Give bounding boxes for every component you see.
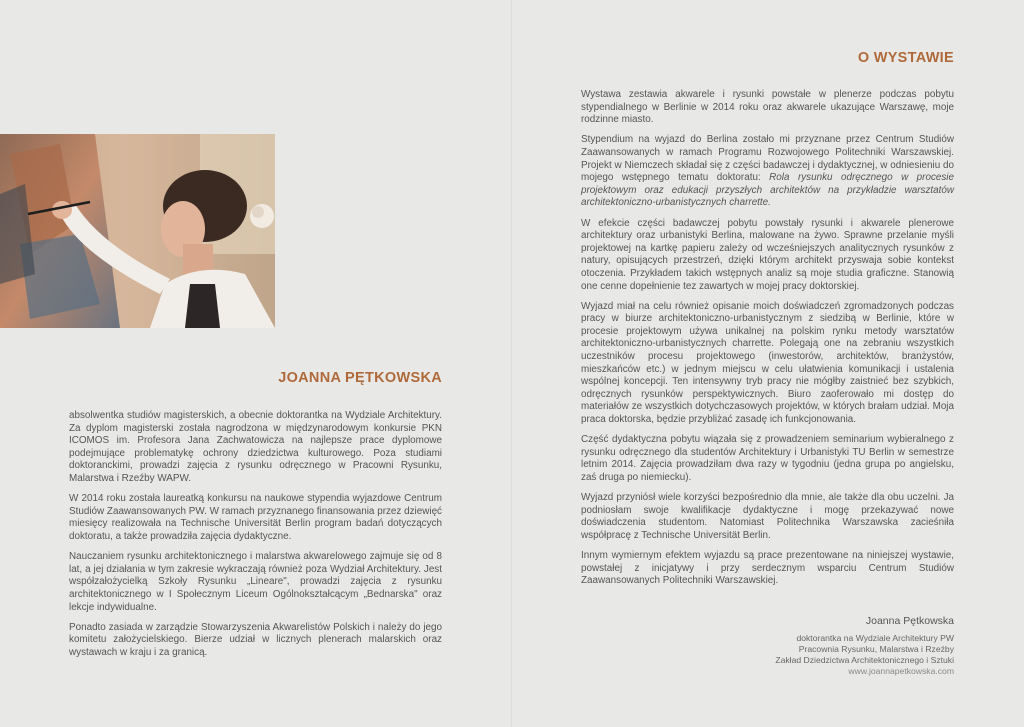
about-paragraph: Część dydaktyczna pobytu wiązała się z prowadzeniem seminarium wybieralnego z rysunku odręcznego dla studentów Architektury i Urbanistyki TU Berlin w semestrze letnim 2014. Zajęcia prowadziłam dwa razy w tygodniu (jedna grupa po angielsku, zaś druga po niemiecku). (581, 434, 954, 483)
about-paragraph: Wyjazd miał na celu również opisanie moich doświadczeń zgromadzonych podczas pracy w biurze architektoniczno-urbanistycznym z siedzibą w Berlinie, które w procesie projektowym używa unikalnej na polskim rynku metody warsztatów architektoniczno-urbanistycznych charrette. Polegają one na zebraniu wszystkich uczestników procesu projektowego (inwestorów, architektów, branżystów, mieszkańców etc.) w jednym miejscu w celu ułatwienia komunikacji i ustalenia wspólnej koncepcji. Ten intensywny tryb pracy nie mógłby zaistnieć bez szybkich, odręcznych rysunków perspektywicznych. Biuro zaoferowało mi dostęp do materiałów ze wszystkich dotychczasowych projektów, w których brałam udział. Moja praca doktorska, będzie przybliżać zasadę ich funkcjonowania. (581, 300, 954, 426)
author-heading: JOANNA PĘTKOWSKA (278, 370, 442, 386)
about-paragraph: W efekcie części badawczej pobytu powstały rysunki i akwarele plenerowe architektury oraz urbanistyki Berlina, malowane na żywo. Sprawne przelanie myśli projektowej na kartkę papieru zależy od wcześniejszych analitycznych rysunków z natury, opisujących przestrzeń, dzięki którym architekt przyswaja sobie kontekst otoczenia. Przykładem takich wstępnych analiz są moje studia graficzne. Stanowią one cenne dopełnienie tez zawartych w mojej pracy doktorskiej. (581, 217, 954, 292)
signature-name: Joanna Pętkowska (865, 615, 954, 627)
author-bio (69, 410, 442, 667)
bio-paragraph: Ponadto zasiada w zarządzie Stowarzyszenia Akwarelistów Polskich i należy do jego komitetu założycielskiego. Bierze udział w licznych plenerach malarskich oraz wystawach w kraju i za granicą. (69, 621, 442, 658)
about-text (581, 89, 954, 596)
about-heading: O WYSTAWIE (857, 50, 954, 66)
about-paragraph: Wyjazd przyniósł wiele korzyści bezpośrednio dla mnie, ale także dla obu uczelni. Ja podniosłam swoje kwalifikacje dydaktyczne i mogę przekazywać nowe doświadczenia studentom. Natomiast Politechnika Warszawska zacieśniła współpracę z Technische Universität Berlin. (581, 492, 954, 541)
signature-affiliation: doktorantka na Wydziale Architektury PW (796, 633, 954, 643)
about-paragraph-text: Stypendium na wyjazd do Berlina zostało mi przyznane przez Centrum Studiów Zaawansowanych w ramach Programu Rozwojowego Politechniki Warszawskiej. Projekt w Niemczech składał się z części badawczej i dydaktycznej, w odniesieniu do mojego wstępnego tematu doktoratu: (581, 134, 954, 184)
signature-block (775, 615, 954, 677)
about-paragraph: Wystawa zestawia akwarele i rysunki powstałe w plenerze podczas pobytu stypendialnego w Berlinie w 2014 roku oraz akwarele ukazujące Warszawę, moje rodzinne miasto. (581, 89, 954, 126)
bio-paragraph: absolwentka studiów magisterskich, a obecnie doktorantka na Wydziale Architektury. Za dyplom magisterski została nagrodzona w międzynarodowym konkursie PKN ICOMOS im. Profesora Jana Zachwatowicza na najlepsze prace dyplomowe podejmujące problematykę ochrony dziedzictwa kulturowego. Poza studiami doktoranckimi, prowadzi zajęcia z rysunku odręcznego w Pracowni Rysunku, Malarstwa i Rzeźby WAPW. (69, 410, 442, 484)
about-paragraph: Innym wymiernym efektem wyjazdu są prace prezentowane na niniejszej wystawie, powstałej z inicjatywy i przy serdecznym wsparciu Centrum Studiów Zaawansowanych Politechniki Warszawskiej. (581, 550, 954, 587)
signature-affiliation: Zakład Dziedzictwa Architektonicznego i Sztuki (775, 655, 954, 665)
bio-paragraph: W 2014 roku została laureatką konkursu na naukowe stypendia wyjazdowe Centrum Studiów Zaawansowanych PW. W ramach przyznanego finansowania przez dziewięć miesięcy realizowała na Technische Universität Berlin program badań dotyczących doktoratu, a także prowadziła zajęcia dydaktyczne. (69, 493, 442, 542)
bio-paragraph: Nauczaniem rysunku architektonicznego i malarstwa akwarelowego zajmuje się od 8 lat, a jej działania w tym zakresie wykraczają również poza Wydział Architektury. Jest współzałożycielką Szkoły Rysunku „Lineare", prowadzi zajęcia z rysunku architektonicznego w I Społecznym Liceum Ogólnokształcącym „Bednarska" oraz lekcje indywidualne. (69, 551, 442, 613)
website-link[interactable]: www.joannapetkowska.com (848, 666, 954, 676)
right-page (512, 0, 1024, 727)
artist-photo-image (0, 134, 275, 328)
about-paragraph (581, 134, 954, 210)
doctorate-topic: Rola rysunku odręcznego w procesie projektowym oraz edukacji przyszłych architektów na przykładzie warsztatów architektoniczno-urbanistycznych charrette. (581, 172, 954, 209)
artist-photo (0, 134, 275, 328)
signature-affiliation: Pracownia Rysunku, Malarstwa i Rzeźby (798, 644, 954, 654)
